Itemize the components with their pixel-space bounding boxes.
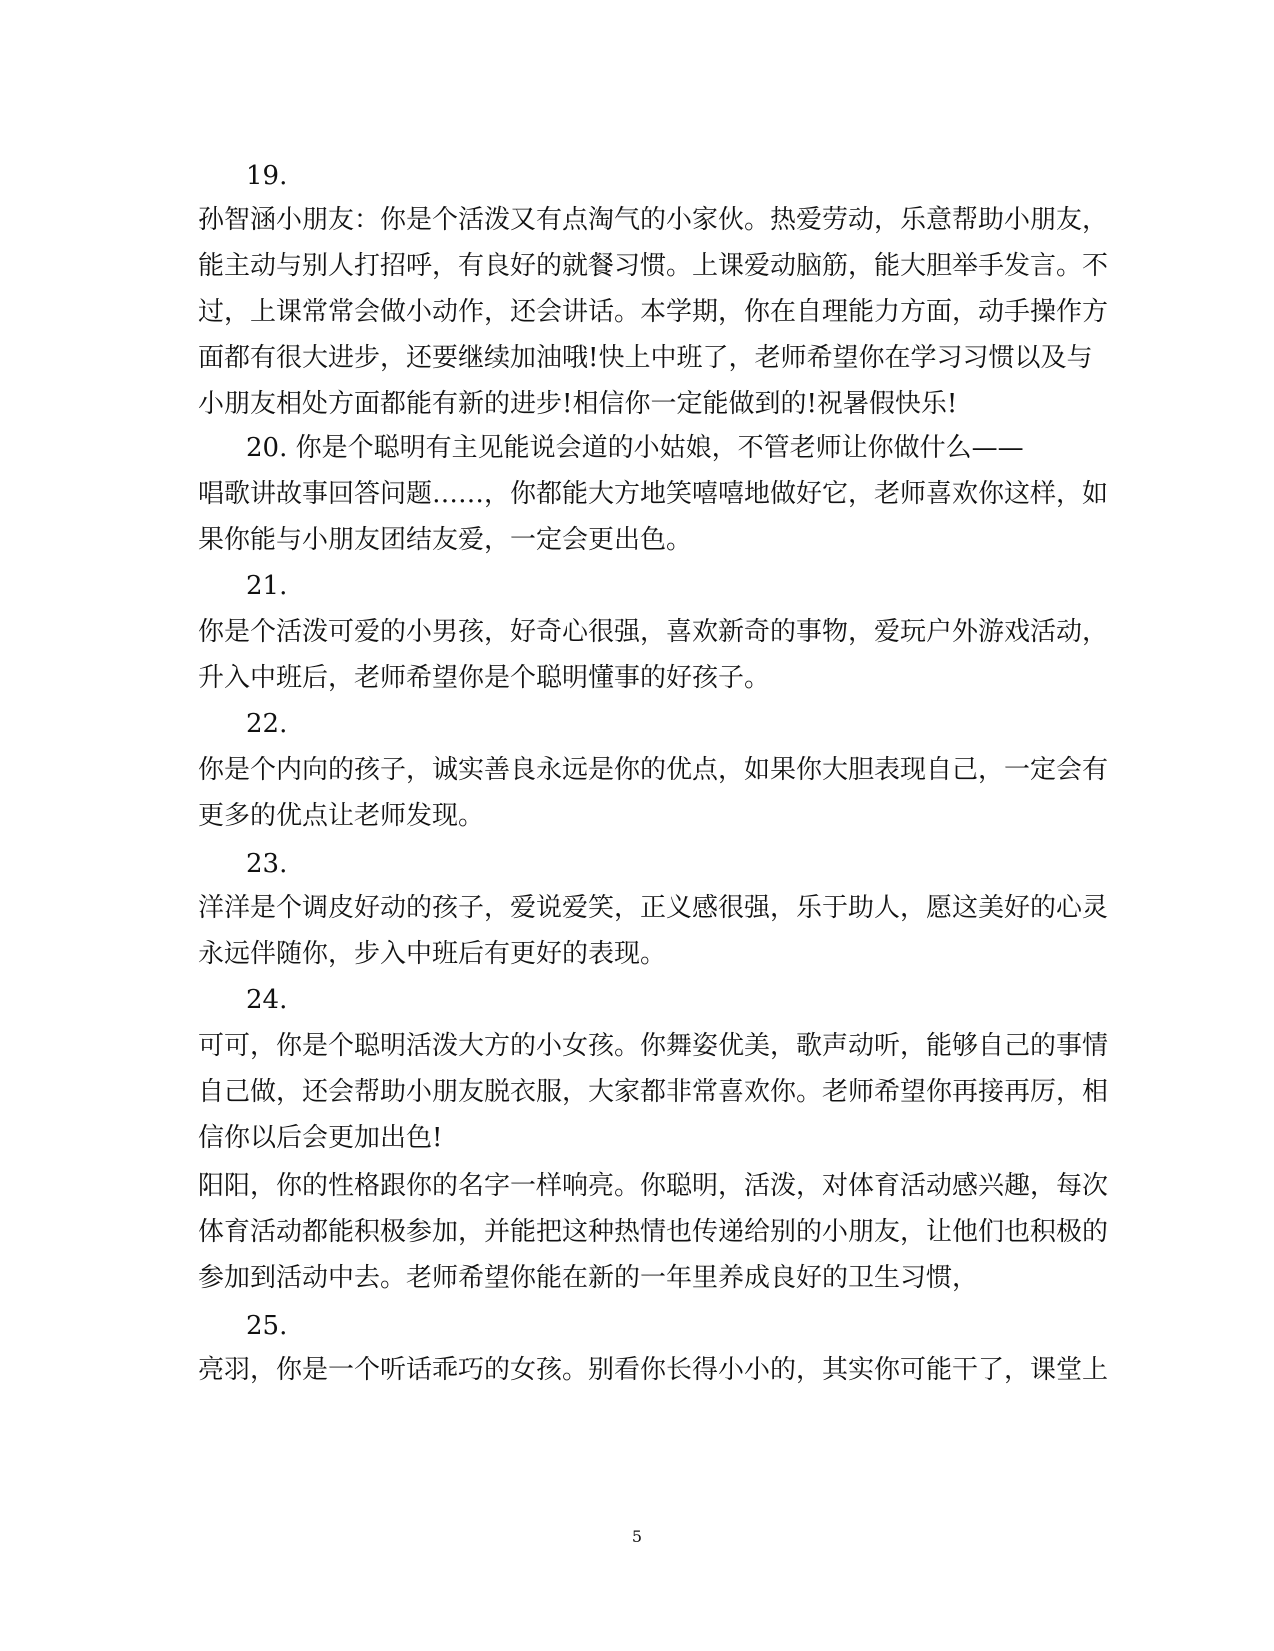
text-line: 21. bbox=[246, 571, 288, 601]
text-line: 信你以后会更加出色! bbox=[198, 1123, 443, 1153]
text-line: 更多的优点让老师发现。 bbox=[198, 801, 485, 831]
text-line: 过，上课常常会做小动作，还会讲话。本学期，你在自理能力方面，动手操作方 bbox=[198, 297, 1109, 327]
text-line: 你是个内向的孩子，诚实善良永远是你的优点，如果你大胆表现自己，一定会有 bbox=[198, 755, 1109, 785]
text-line: 22. bbox=[246, 709, 288, 739]
text-line: 你是个活泼可爱的小男孩，好奇心很强，喜欢新奇的事物，爱玩户外游戏活动， bbox=[198, 617, 1109, 647]
text-line: 体育活动都能积极参加，并能把这种热情也传递给别的小朋友，让他们也积极的 bbox=[198, 1217, 1109, 1247]
text-line: 可可，你是个聪明活泼大方的小女孩。你舞姿优美，歌声动听，能够自己的事情 bbox=[198, 1031, 1109, 1061]
text-line: 25. bbox=[246, 1311, 288, 1341]
text-line: 永远伴随你，步入中班后有更好的表现。 bbox=[198, 939, 667, 969]
text-line: 升入中班后，老师希望你是个聪明懂事的好孩子。 bbox=[198, 663, 771, 693]
text-line: 23. bbox=[246, 849, 288, 879]
text-line: 19. bbox=[246, 161, 288, 191]
text-line: 孙智涵小朋友：你是个活泼又有点淘气的小家伙。热爱劳动，乐意帮助小朋友， bbox=[198, 205, 1109, 235]
text-line: 参加到活动中去。老师希望你能在新的一年里养成良好的卫生习惯， bbox=[198, 1263, 979, 1293]
text-line: 能主动与别人打招呼，有良好的就餐习惯。上课爱动脑筋，能大胆举手发言。不 bbox=[198, 251, 1109, 281]
text-line: 唱歌讲故事回答问题……，你都能大方地笑嘻嘻地做好它，老师喜欢你这样，如 bbox=[198, 479, 1109, 509]
text-line: 24. bbox=[246, 985, 288, 1015]
text-line: 亮羽，你是一个听话乖巧的女孩。别看你长得小小的，其实你可能干了，课堂上 bbox=[198, 1355, 1109, 1385]
text-line: 20. 你是个聪明有主见能说会道的小姑娘，不管老师让你做什么—— bbox=[246, 433, 1024, 463]
text-line: 果你能与小朋友团结友爱，一定会更出色。 bbox=[198, 525, 693, 555]
text-line: 面都有很大进步，还要继续加油哦!快上中班了，老师希望你在学习习惯以及与 bbox=[198, 343, 1093, 373]
text-line: 自己做，还会帮助小朋友脱衣服，大家都非常喜欢你。老师希望你再接再厉，相 bbox=[198, 1077, 1109, 1107]
text-line: 小朋友相处方面都能有新的进步!相信你一定能做到的!祝暑假快乐! bbox=[198, 389, 958, 419]
text-line: 洋洋是个调皮好动的孩子，爱说爱笑，正义感很强，乐于助人，愿这美好的心灵 bbox=[198, 893, 1109, 923]
text-line: 阳阳，你的性格跟你的名字一样响亮。你聪明，活泼，对体育活动感兴趣，每次 bbox=[198, 1171, 1109, 1201]
page-number: 5 bbox=[631, 1527, 643, 1546]
